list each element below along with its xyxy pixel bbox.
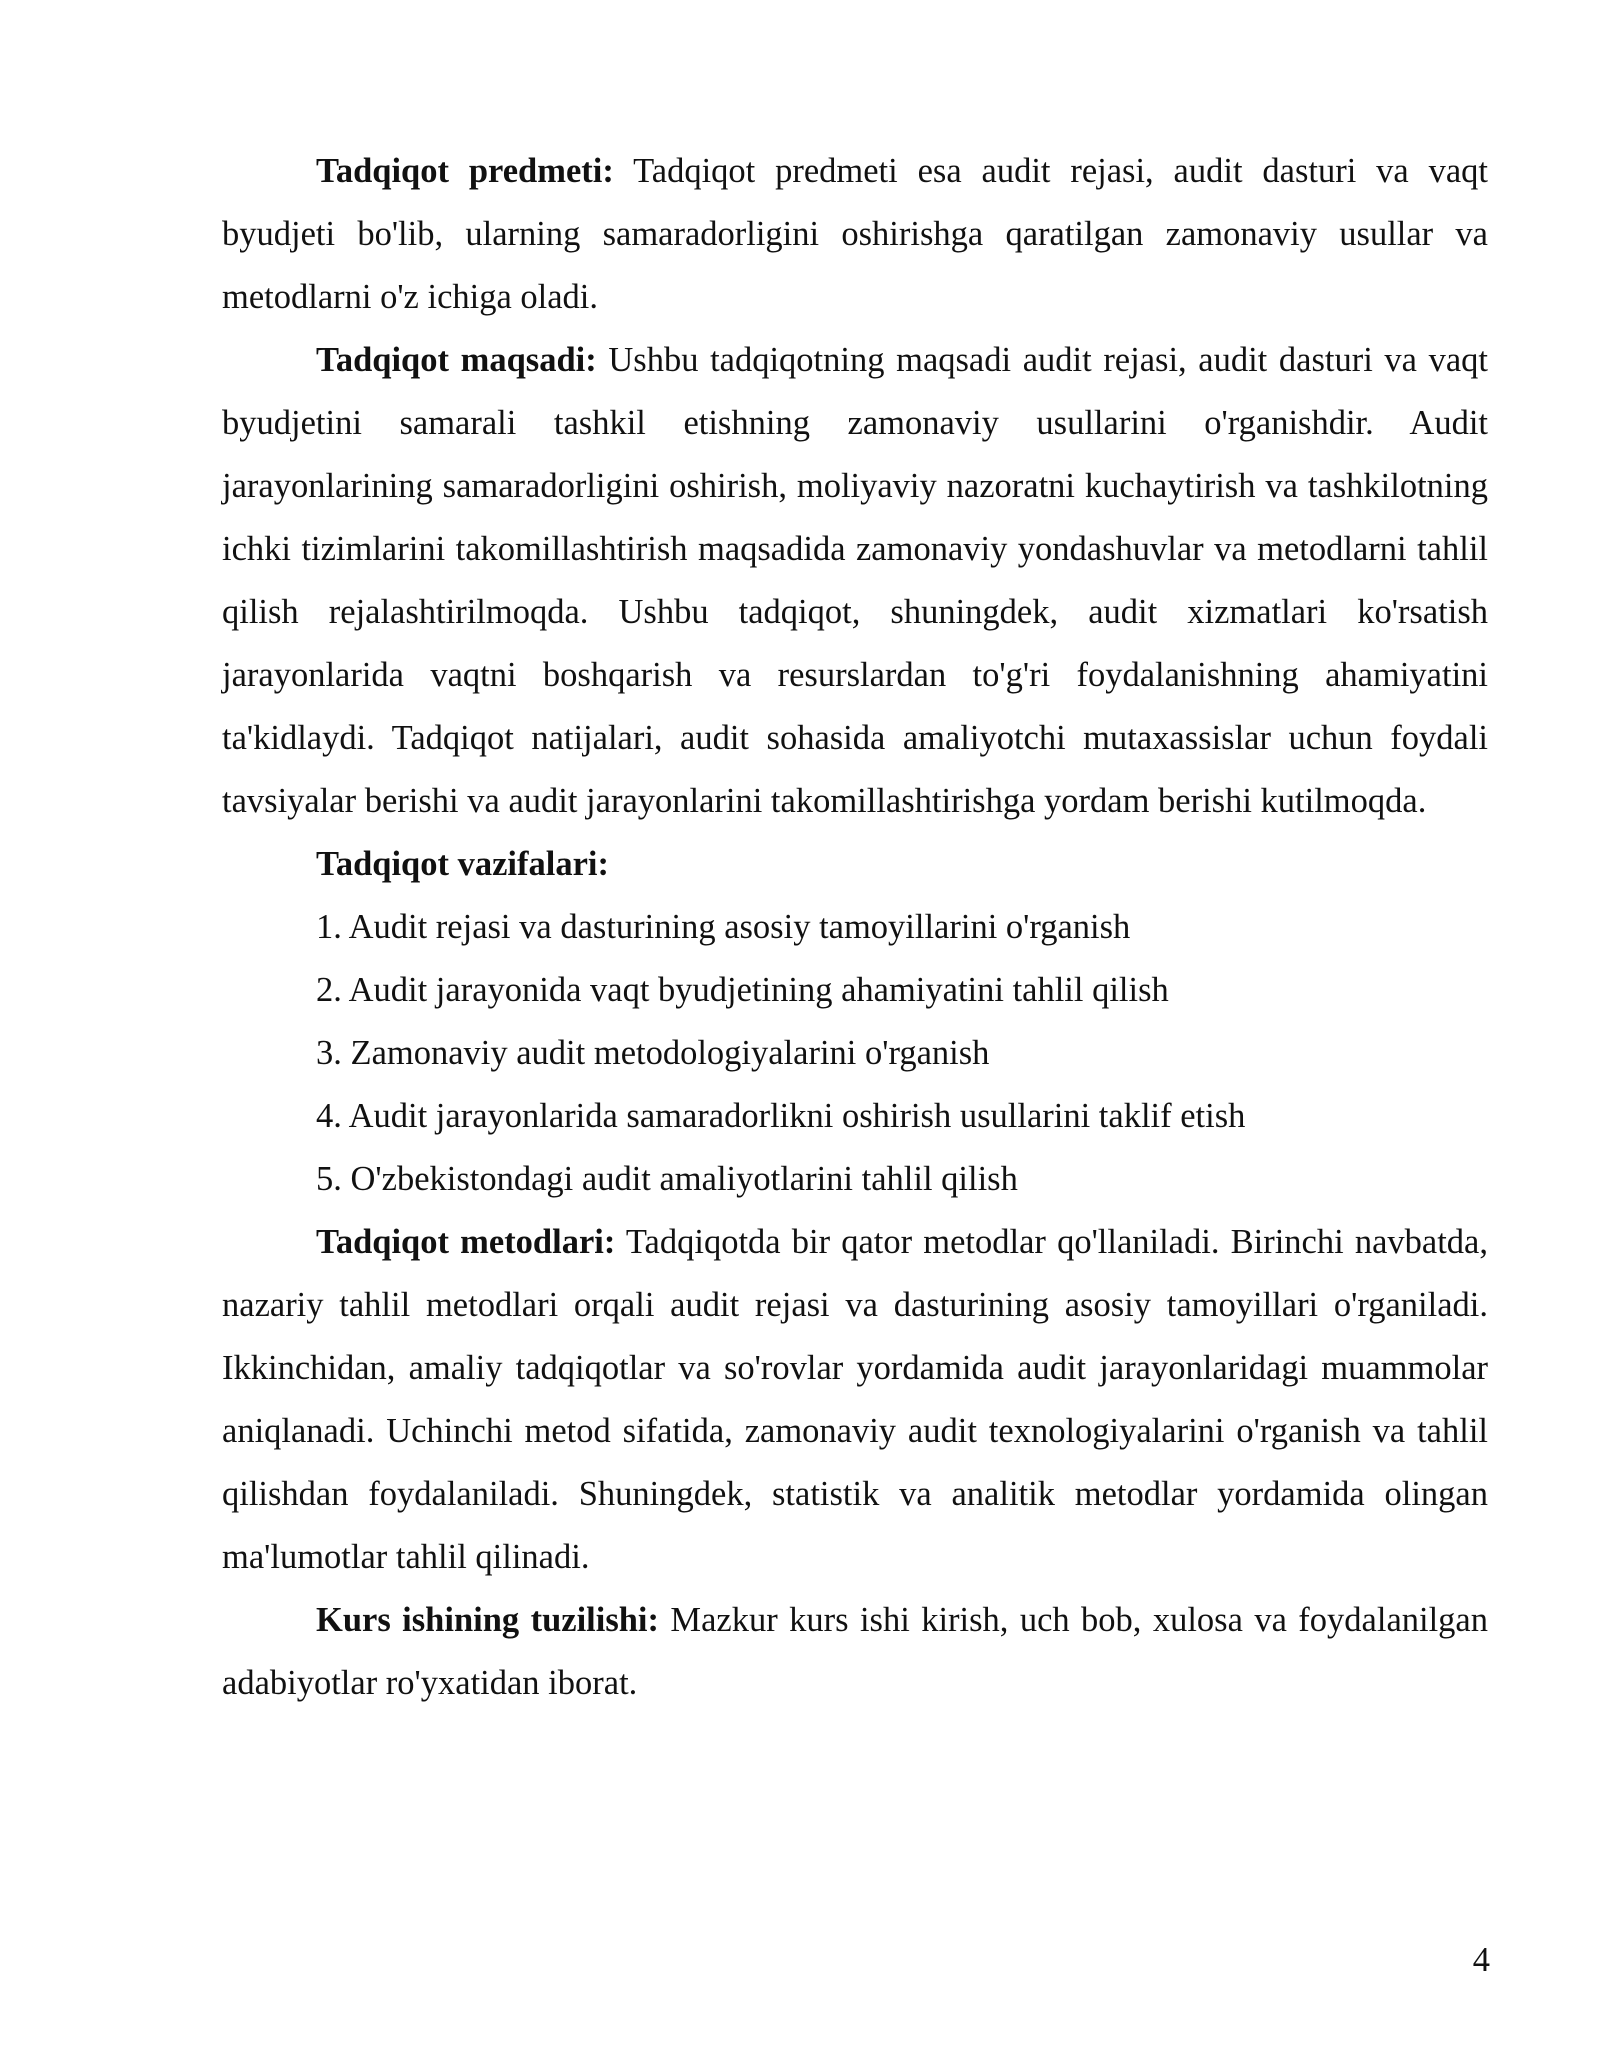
paragraph-metodlari <box>222 1211 1488 1589</box>
predmeti-text: Tadqiqot predmeti esa audit rejasi, audit dasturi va vaqt byudjeti bo'lib, ularning samaradorligini oshirishga qaratilgan zamonaviy usullar va metodlarni o'z ichiga oladi. <box>222 152 1488 316</box>
list-item: 5. O'zbekistondagi audit amaliyotlarini tahlil qilish <box>316 1160 1018 1198</box>
list-item: 3. Zamonaviy audit metodologiyalarini o'rganish <box>316 1034 990 1072</box>
tuzilishi-text: Mazkur kurs ishi kirish, uch bob, xulosa va foydalanilgan adabiyotlar ro'yxatidan iborat. <box>222 1601 1488 1702</box>
maqsadi-label: Tadqiqot maqsadi: <box>316 341 597 379</box>
metodlari-text: Tadqiqotda bir qator metodlar qo'llaniladi. Birinchi navbatda, nazariy tahlil metodlari orqali audit rejasi va dasturining asosiy tamoyillari o'rganiladi. Ikkinchidan, amaliy tadqiqotlar va so'rovlar yordamida audit jarayonlaridagi muammolar aniqlanadi. Uchinchi metod sifatida, zamonaviy audit texnologiyalarini o'rganish va tahlil qilishdan foydalaniladi. Shuningdek, statistik va analitik metodlar yordamida olingan ma'lumotlar tahlil qilinadi. <box>222 1223 1488 1576</box>
page-number: 4 <box>1472 1941 1490 1979</box>
paragraph-predmeti <box>222 140 1488 329</box>
list-item: 2. Audit jarayonida vaqt byudjetining ahamiyatini tahlil qilish <box>316 971 1169 1009</box>
paragraph-tuzilishi <box>222 1589 1488 1715</box>
document-page <box>222 140 1488 1715</box>
vazifalari-heading: Tadqiqot vazifalari: <box>316 845 609 883</box>
predmeti-label: Tadqiqot predmeti: <box>316 152 614 190</box>
vazifalari-list <box>222 896 1488 1211</box>
list-item: 4. Audit jarayonlarida samaradorlikni oshirish usullarini taklif etish <box>316 1097 1246 1135</box>
tuzilishi-label: Kurs ishining tuzilishi: <box>316 1601 660 1639</box>
paragraph-maqsadi <box>222 329 1488 833</box>
list-item: 1. Audit rejasi va dasturining asosiy tamoyillarini o'rganish <box>316 908 1131 946</box>
maqsadi-text: Ushbu tadqiqotning maqsadi audit rejasi, audit dasturi va vaqt byudjetini samarali tashkil etishning zamonaviy usullarini o'rganishdir. Audit jarayonlarining samaradorligini oshirish, moliyaviy nazoratni kuchaytirish va tashkilotning ichki tizimlarini takomillashtirish maqsadida zamonaviy yondashuvlar va metodlarni tahlil qilish rejalashtirilmoqda. Ushbu tadqiqot, shuningdek, audit xizmatlari ko'rsatish jarayonlarida vaqtni boshqarish va resurslardan to'g'ri foydalanishning ahamiyatini ta'kidlaydi. Tadqiqot natijalari, audit sohasida amaliyotchi mutaxassislar uchun foydali tavsiyalar berishi va audit jarayonlarini takomillashtirishga yordam berishi kutilmoqda. <box>222 341 1489 820</box>
metodlari-label: Tadqiqot metodlari: <box>316 1223 616 1261</box>
